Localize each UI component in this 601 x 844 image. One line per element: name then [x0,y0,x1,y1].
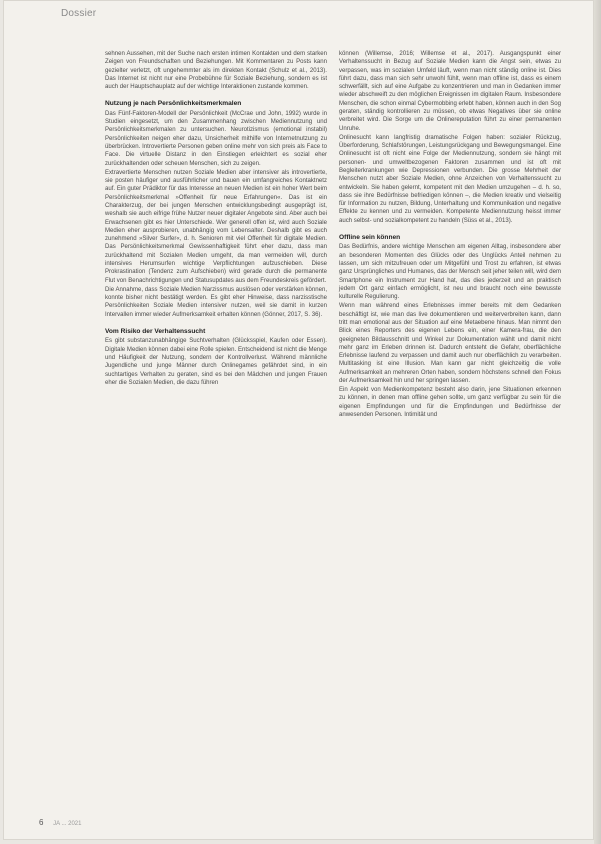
right-column [339,50,561,420]
paragraph: Extravertierte Menschen nutzen Soziale Medien aber intensiver als introvertierte, sie posten häufiger und ausführlicher und bauen ein umfangreiches Kontaktnetz auf. Ein guter Prädiktor für das Interesse an neuen Medien ist ein hoher Wert beim Persönlichkeitsmerkmal »Offenheit für neue Erfahrungen«. Das ist ein Charakterzug, der bei jungen Menschen entwicklungsbedingt ausgeprägt ist, weshalb sie auch eifrige frühe Nutzer neuer digitaler Angebote sind. Aber auch bei Erwachsenen gibt es hier Unterschiede. Wer generell offen ist, wird auch Soziale Medien eher ausprobieren, unabhängig vom Lebensalter. Deshalb gibt es auch zunehmend »Silver Surfer«, d. h. Senioren mit viel Offenheit für digitale Medien. Das Persönlichkeitsmerkmal Gewissenhaftigkeit führt eher dazu, dass man zurückhaltend mit Sozialen Medien umgeht, da man vermeiden will, durch intensives Herumsurfen wichtige Verpflichtungen aufzuschieben. Diese Prokrastination (Tendenz zum Aufschieben) wird gerade durch die permanente Flut von Benachrichtigungen und Statusupdates aus dem Freundeskreis gefördert. [105,169,327,284]
footer-text: JA ... 2021 [53,821,82,827]
paragraph: Wenn man während eines Erlebnisses immer bereits mit dem Gedanken beschäftigt ist, wie man das live dokumentieren und weiterverbreiten kann, dann tritt man emotional aus der Situation auf eine Metaebene hinaus. Man nimmt den Blick eines Reporters des eigenen Lebens ein, einer Kamera-frau, die den geeigneten Bildausschnitt und Winkel zur Dokumentation wählt und damit nicht mehr ganz im Erleben drinnen ist. Dadurch entsteht die Gefahr, oberflächliche Erlebnisse laufend zu verpassen und damit auch nur oberflächlich zu verarbeiten. Multitasking ist eine Illusion. Man kann gar nicht gleichzeitig die volle Aufmerksamkeit an mehreren Orten haben, sondern höchstens schnell den Fokus der Aufmerksamkeit hin und her springen lassen. [339,303,561,384]
paragraph: sehnen Aussehen, mit der Suche nach ersten intimen Kontakten und dem starken Zeigen von Freundschaften und Beziehungen. Mit Kommentaren zu Posts kann gezielter verletzt, oft ungehemmter als im direkten Kontakt (Schulz et al., 2013). Das Internet ist nicht nur eine Probebühne für Soziale Beziehung, sondern es ist auch der Hauptschauplatz auf der wichtige Interaktionen zustande kommen. [105,51,327,91]
section-heading: Offline sein können [339,233,401,241]
document-page [3,0,594,840]
paragraph: Das Fünf-Faktoren-Modell der Persönlichkeit (McCrae und John, 1992) wurde in Studien eingesetzt, um den Zusammenhang zwischen Mediennutzung und Persönlichkeitsmerkmalen zu untersuchen. Neurotizismus (emotional instabil) Persönlichkeiten neigen eher dazu, Unsicherheit mithilfe von Internetnutzung zu überbrücken. Introvertierte Personen geben online mehr von sich preis als Face to Face. Die virtuelle Distanz in den Einstiegen erleichtert es sozial eher zurückhaltenden oder scheuen Menschen, sich zu zeigen. [105,110,327,167]
running-head: Dossier [61,8,97,19]
page-edge-shadow [594,0,601,844]
paragraph: können (Willemse, 2016; Willemse et al., 2017). Ausgangspunkt einer Verhaltenssucht in Bezug auf Soziale Medien kann die Angst sein, etwas zu verpassen, was im sozialen Umfeld läuft, wenn man nicht ständig online ist. Dies führt dazu, dass man sich sehr unwohl fühlt, wenn man offline ist, dass es einem schwerfällt, sich auf eine Aufgabe zu konzentrieren und man in Gedanken immer wieder abschweift zu den möglichen Ereignissen im digitalen Raum. Insbesondere Menschen, die schon einmal Cybermobbing erlebt haben, können auch in den Sog geraten, ständig kontrollieren zu müssen, ob etwas Negatives über sie online verbreitet wird. Die Sorge um die Onlinereputation führt zu einer permanenten Unruhe. [339,51,561,132]
paragraph: Das Bedürfnis, andere wichtige Menschen am eigenen Alltag, insbesondere aber an besonderen Momenten des Glücks oder des Unglücks Anteil nehmen zu lassen, um sich mitzufreuen oder um Mitgefühl und Trost zu erfahren, ist etwas ganz Ursprüngliches und Humanes, das der Mensch seit jeher teilen will, wird dem Smartphone ein Instrument zur Hand hat, das dies jederzeit und an praktisch jedem Ort ganz einfach ermöglicht, ist neu und braucht noch eine bewusste kulturelle Regulierung. [339,244,561,301]
paragraph: Ein Aspekt von Medienkompetenz besteht also darin, jene Situationen erkennen zu können, in denen man offline gehen sollte, um ganz verfügbar zu sein für die eigenen Empfindungen und für die Empfindungen und Bedürfnisse der anwesenden Personen. Intimität und [339,387,561,419]
page-footer [39,818,81,827]
page-number: 6 [39,818,44,827]
section-heading: Vom Risiko der Verhaltenssucht [105,327,206,335]
paragraph: Die Annahme, dass Soziale Medien Narzissmus auslösen oder verstärken können, konnte bisher nicht bestätigt werden. Es gibt eher Hinweise, dass narzisstische Persönlichkeiten Soziale Medien intensiver nutzen, weil sie damit in kurzen Intervallen immer wieder Aufmerksamkeit erhalten können (Gönner, 2017, S. 36). [105,286,327,318]
paragraph: Onlinesucht kann langfristig dramatische Folgen haben: sozialer Rückzug, Überforderung, Schlafstörungen, Leistungsrückgang und Bewegungsmangel. Eine Onlinesucht ist oft nicht eine Folge der Mediennutzung, sondern sie hängt mit personen- und umweltbezogenen Faktoren zusammen und ist oft mit Begleiterkrankungen wie Depressionen verbunden. Die grosse Mehrheit der Menschen nutzt aber Soziale Medien, ohne Anzeichen von Verhaltenssucht zu entwickeln. Sie haben gelernt, kompetent mit den Medien umzugehen – d. h. so, dass sie ihre Bedürfnisse befriedigen können –, die Medien kreativ und vielseitig für Information zu nutzen, Bildung, Unterhaltung und Kommunikation und negative Effekte zu kennen und zu vermeiden. Kompetente Mediennutzung heisst immer auch selbst- und sozialkompetent zu handeln (Süss et al., 2013). [339,134,561,224]
left-column [105,50,327,388]
paragraph: Es gibt substanzunabhängige Suchtverhalten (Glücksspiel, Kaufen oder Essen). Digitale Medien können dabei eine Rolle spielen. Entscheidend ist nicht die Menge und Häufigkeit der Nutzung, sondern der Kontrollverlust. Während männliche Jugendliche und junge Männer durch Onlinegames gefährdet sind, in ein suchtartiges Verhalten zu geraten, sind es bei den Mädchen und jungen Frauen eher die Sozialen Medien, die dazu führen [105,338,327,386]
section-heading: Nutzung je nach Persönlichkeitsmerkmalen [105,100,242,108]
